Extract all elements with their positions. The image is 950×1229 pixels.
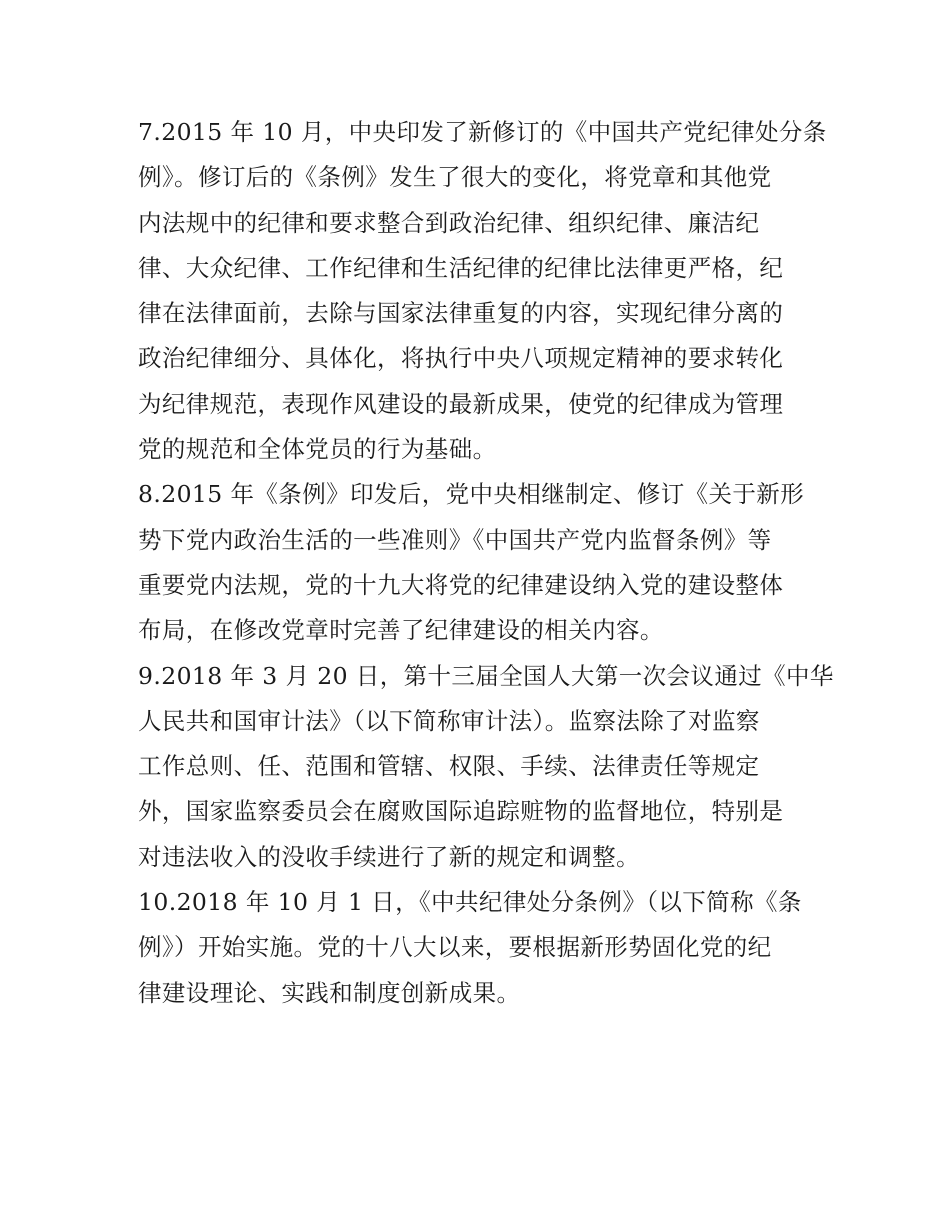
text-line: 7.2015 年 10 月，中央印发了新修订的《中国共产党纪律处分条 — [138, 118, 827, 146]
paragraph-7 — [138, 110, 828, 472]
paragraph-8 — [138, 472, 828, 653]
text-line: 工作总则、任、范围和管辖、权限、手续、法律责任等规定 — [138, 752, 760, 781]
text-line: 党的规范和全体党员的行为基础。 — [138, 435, 497, 464]
text-line: 律、大众纪律、工作纪律和生活纪律的纪律比法律更严格，纪 — [138, 253, 784, 282]
text-line: 为纪律规范，表现作风建设的最新成果，使党的纪律成为管理 — [138, 389, 784, 418]
paragraph-10 — [138, 880, 828, 1016]
text-line: 政治纪律细分、具体化，将执行中央八项规定精神的要求转化 — [138, 344, 784, 373]
text-line: 例》）开始实施。党的十八大以来，要根据新形势固化党的纪 — [138, 933, 772, 962]
text-line: 9.2018 年 3 月 20 日，第十三届全国人大第一次会议通过《中华 — [138, 661, 834, 690]
text-line: 10.2018 年 10 月 1 日，《中共纪律处分条例》（以下简称《条 — [138, 888, 802, 917]
text-line: 例》。修订后的《条例》发生了很大的变化，将党章和其他党 — [138, 163, 772, 192]
text-line: 布局，在修改党章时完善了纪律建设的相关内容。 — [138, 616, 664, 645]
text-line: 外，国家监察委员会在腐败国际追踪赃物的监督地位，特别是 — [138, 797, 784, 826]
text-line: 势下党内政治生活的一些准则》《中国共产党内监督条例》等 — [138, 525, 772, 554]
text-line: 重要党内法规，党的十九大将党的纪律建设纳入党的建设整体 — [138, 570, 784, 599]
text-line: 律建设理论、实践和制度创新成果。 — [138, 978, 521, 1007]
text-line: 内法规中的纪律和要求整合到政治纪律、组织纪律、廉洁纪 — [138, 208, 760, 237]
text-line: 8.2015 年《条例》印发后，党中央相继制定、修订《关于新形 — [138, 480, 805, 509]
paragraph-9 — [138, 654, 834, 880]
text-line: 人民共和国审计法》（以下简称审计法）。监察法除了对监察 — [138, 706, 760, 735]
text-line: 对违法收入的没收手续进行了新的规定和调整。 — [138, 842, 640, 871]
document-body — [138, 110, 834, 1016]
text-line: 律在法律面前，去除与国家法律重复的内容，实现纪律分离的 — [138, 299, 784, 328]
